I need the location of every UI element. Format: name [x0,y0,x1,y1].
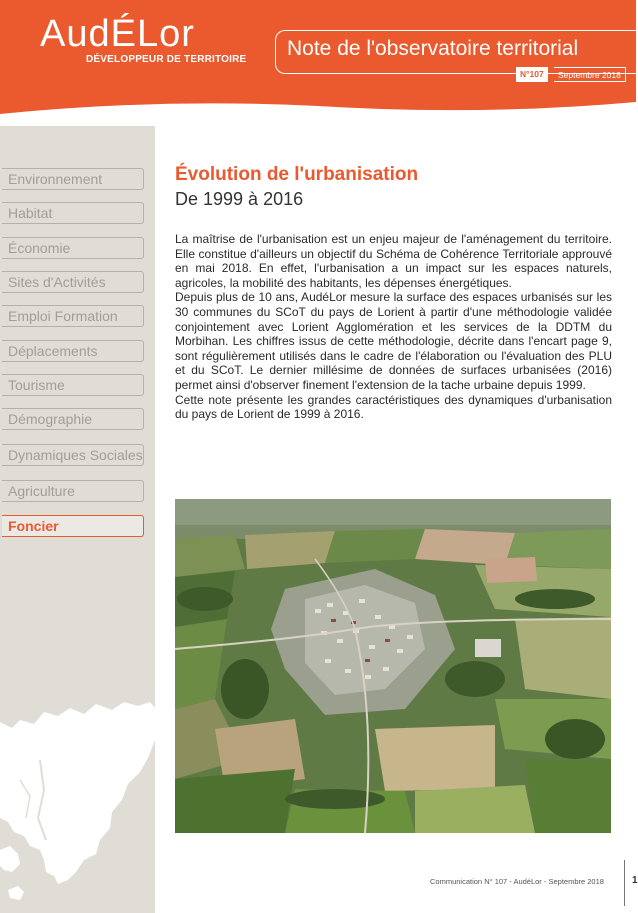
nav-item-deplacements[interactable]: Déplacements [2,340,144,362]
issue-number: N°107 [516,67,548,82]
nav-item-demographie[interactable]: Démographie [2,408,144,430]
article-subtitle: De 1999 à 2016 [175,189,304,209]
logo-tagline: DÉVELOPPEUR DE TERRITOIRE [86,54,247,65]
paragraph-method: Depuis plus de 10 ans, AudéLor mesure la surface des espaces urbanisés sur les 30 communes du SCoT du pays de Lorient à partir d'une méthodologie validée conjointement avec Lorient Agglomération et les services de la DDTM du Morbihan. Les chiffres issus de cette méthodologie, décrite dans l'encart page 9, sont régulièrement utilisés dans le cadre de l'élaboration ou l'évaluation des PLU et du SCoT. Le dernier millésime de données de surfaces urbanisées (2016) permet ainsi d'observer finement l'extension de la tache urbaine depuis 1999. [175,290,612,392]
nav-item-emploi-formation[interactable]: Emploi Formation [2,305,144,327]
publication-title: Note de l'observatoire territorial [287,37,579,60]
nav-item-tourisme[interactable]: Tourisme [2,374,144,396]
nav-item-environnement[interactable]: Environnement [2,168,144,190]
article-body [175,232,612,422]
page-number: 1 [632,875,638,886]
nav-item-sites-activites[interactable]: Sites d'Activités [2,271,144,293]
nav-item-agriculture[interactable]: Agriculture [2,480,144,502]
territory-map [0,700,155,910]
nav-item-economie[interactable]: Économie [2,237,144,259]
paragraph-summary: Cette note présente les grandes caractéristiques des dynamiques d'urbanisation du pays de Lorient de 1999 à 2016. [175,392,612,422]
footer-text: Communication N° 107 - AudéLor - Septembre 2018 [430,877,604,886]
issue-date: Septembre 2018 [554,67,626,82]
audelor-logo [40,14,246,65]
page-header [0,0,636,126]
paragraph-intro: La maîtrise de l'urbanisation est un enjeu majeur de l'aménagement du territoire. Elle constitue d'ailleurs un objectif du Schéma de Cohérence Territoriale approuvé en mai 2018. En effet, l'urbanisation a un impact sur les espaces naturels, agricoles, la mobilité des habitants, les dépenses énergétiques. [175,232,612,290]
aerial-photo [175,499,611,833]
logo-name: AudÉLor [40,13,195,55]
article-title: Évolution de l'urbanisation [175,164,419,185]
header-wave [0,96,636,126]
sidebar [0,126,155,913]
nav-item-habitat[interactable]: Habitat [2,202,144,224]
footer-divider [624,860,625,906]
nav-item-foncier[interactable]: Foncier [2,515,144,537]
nav-item-dynamiques-sociales[interactable]: Dynamiques Sociales [2,444,144,466]
